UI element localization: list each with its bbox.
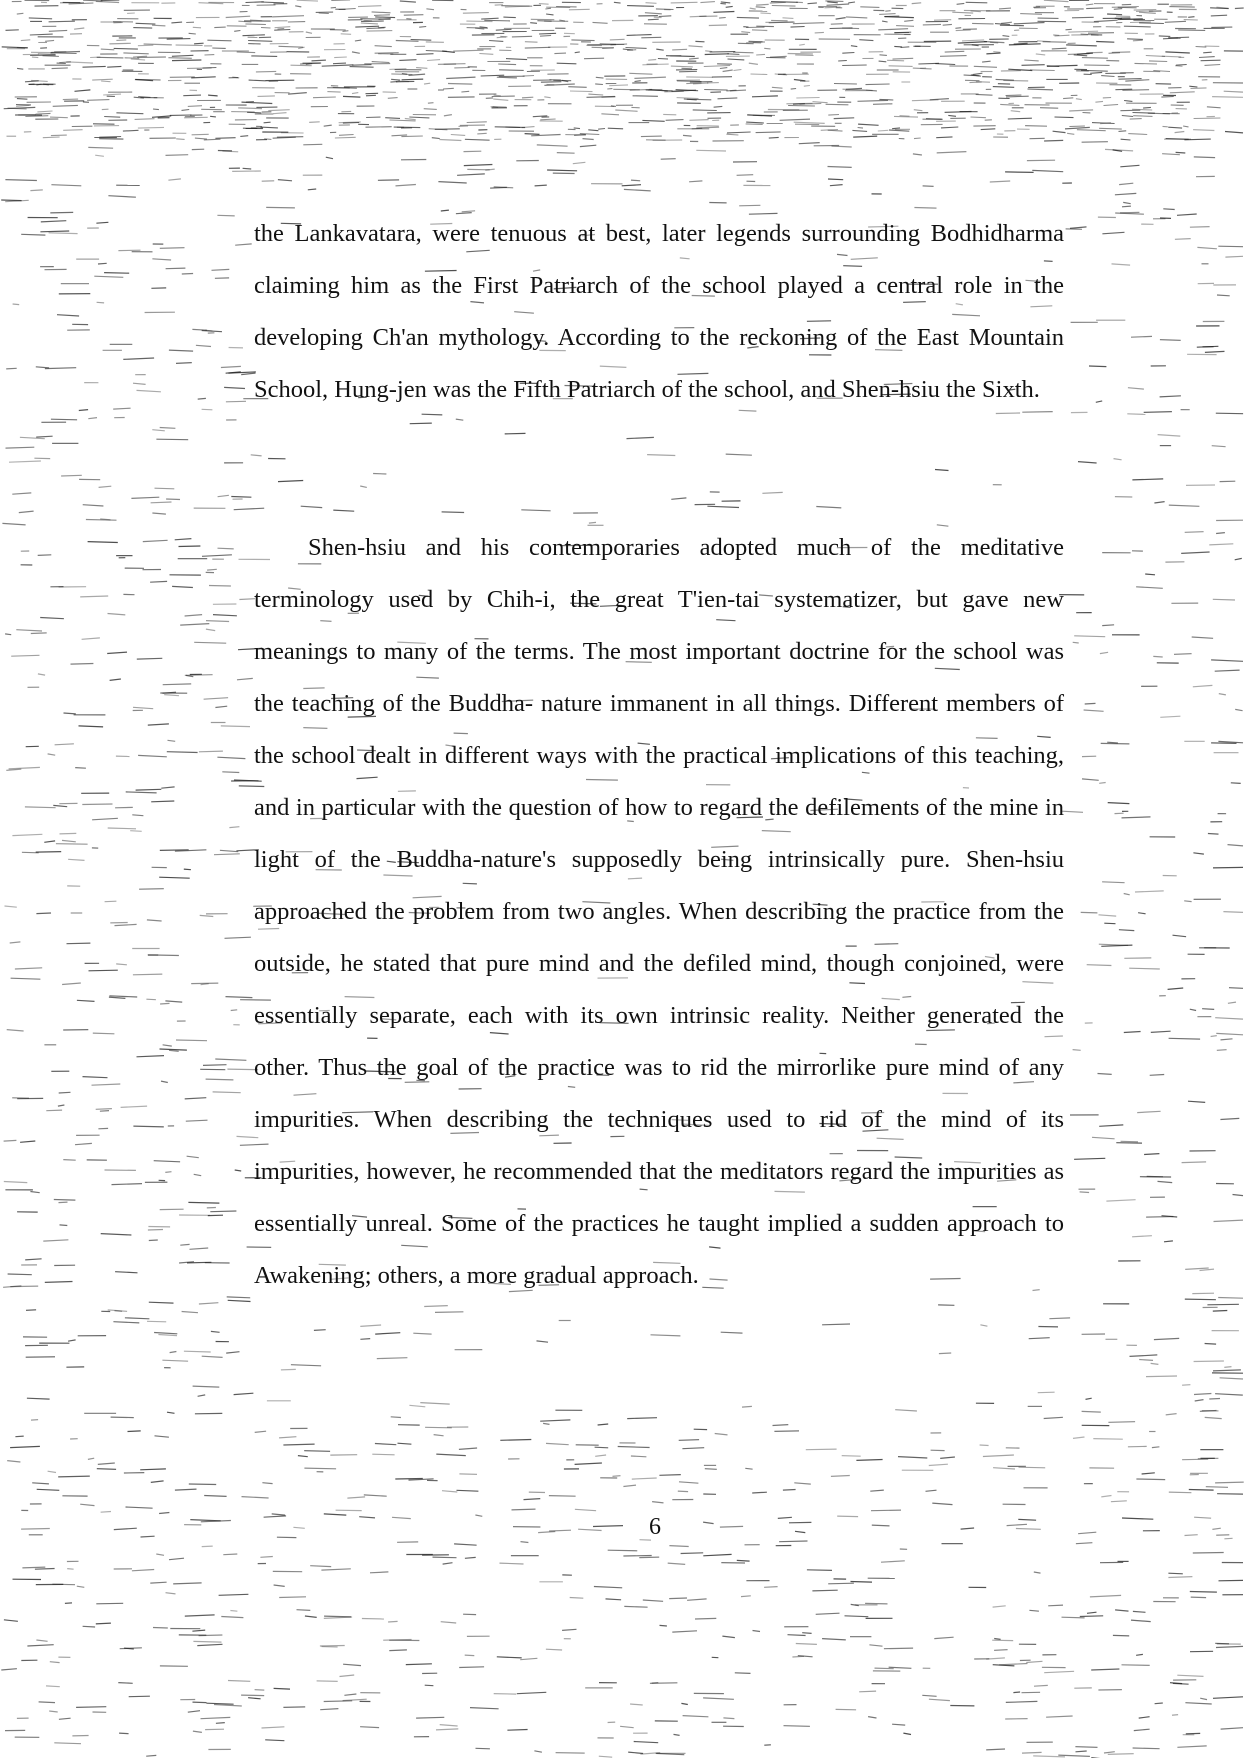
paragraph-continuation: the Lankavatara, were tenuous at best, later legends surrounding Bodhidharma claiming him as the First Patriarch of the school played a central role in the developing Ch'an mythology. According to the reckoning of the East Mountain School, Hung-jen was the Fifth Patriarch of the school, and Shen-hsiu the Sixth. <box>254 220 1064 403</box>
paragraph-shen-hsiu: Shen-hsiu and his contemporaries adopted much of the meditative terminology used by Chih-i, the great T'ien-tai systematizer, but gave new meanings to many of the terms. The most important doctrine for the school was the teaching of the Buddha- nature immanent in all things. Different members of the school dealt in different ways with the practical implications of this teaching, and in particular with the question of how to regard the defilements of the mine in light of the Buddha-nature's supposedly being intrinsically pure. Shen-hsiu approached the problem from two angles. When describing the practice from the outside, he stated that pure mind and the defiled mind, though conjoined, were essentially separate, each with its own intrinsic reality. Neither generated the other. Thus the goal of the practice was to rid the mirrorlike pure mind of any impurities. When describing the techniques used to rid of the mind of its impurities, however, he recommended that the meditators regard the impurities as essentially unreal. Some of the practices he taught implied a sudden approach to Awakening; others, a more gradual approach. <box>254 534 1064 1289</box>
page-number: 6 <box>649 1514 661 1540</box>
